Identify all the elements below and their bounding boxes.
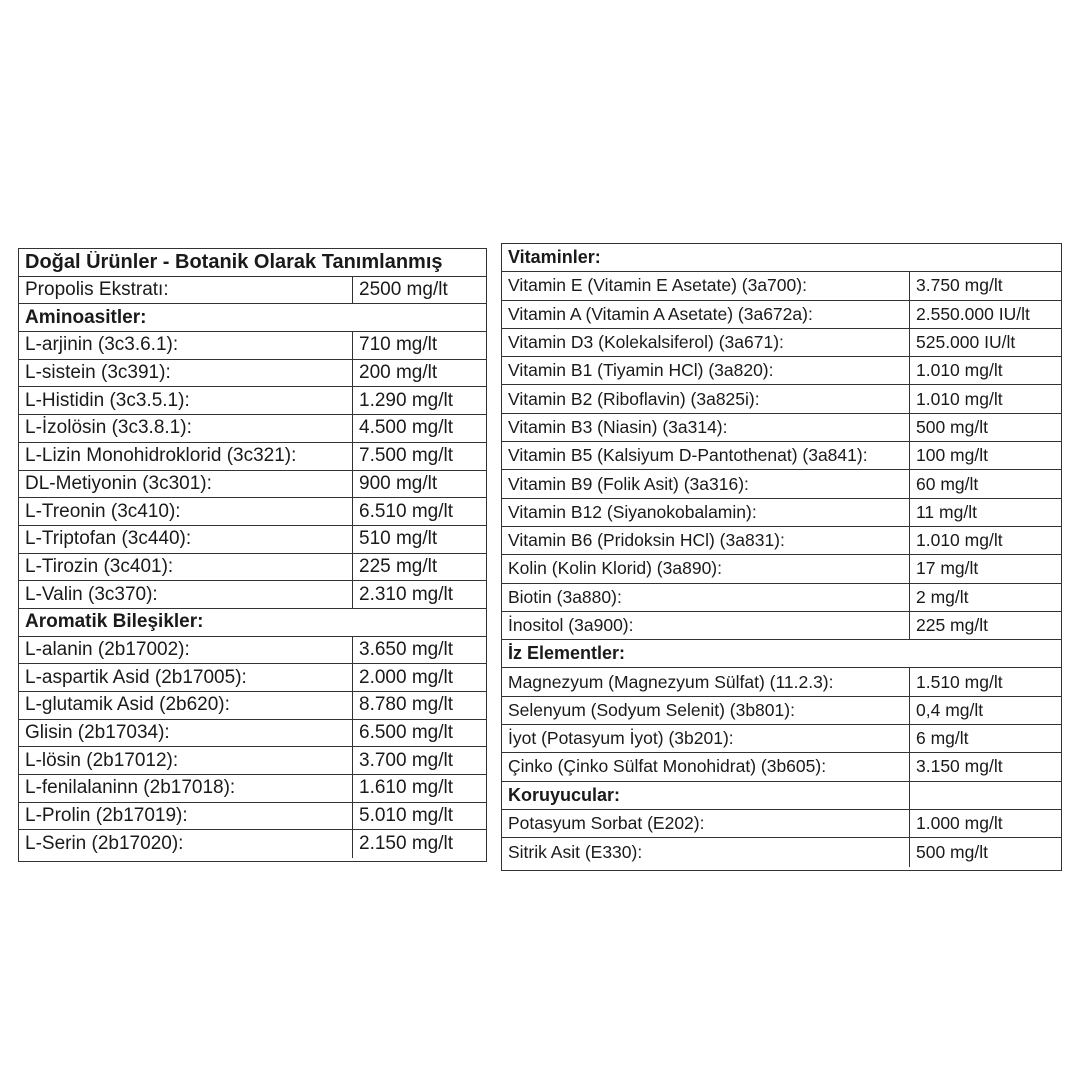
- ingredient-amount: 2.150 mg/lt: [359, 833, 453, 855]
- ingredient-amount: 6.500 mg/lt: [359, 722, 453, 744]
- ingredient-amount: 11 mg/lt: [916, 501, 977, 522]
- table-row: [502, 357, 1061, 385]
- ingredient-name: L-sistein (3c391):: [19, 360, 353, 387]
- table-row: [502, 555, 1061, 583]
- section-header: [19, 249, 486, 277]
- table-row: [19, 526, 486, 554]
- ingredient-name: L-aspartik Asid (2b17005):: [19, 664, 353, 691]
- ingredient-amount: 7.500 mg/lt: [359, 445, 453, 467]
- ingredient-amount: 225 mg/lt: [916, 615, 988, 635]
- ingredient-name: Sitrik Asit (E330):: [502, 838, 910, 866]
- ingredient-name: Vitamin E (Vitamin E Asetate) (3a700):: [502, 272, 910, 299]
- ingredient-amount: 225 mg/lt: [359, 555, 438, 577]
- ingredient-amount: 1.000 mg/lt: [916, 813, 1003, 834]
- ingredient-amount: 1.010 mg/lt: [916, 360, 1003, 381]
- ingredient-amount: 1.010 mg/lt: [916, 388, 1003, 409]
- table-row: [19, 498, 486, 526]
- table-row: [19, 830, 486, 858]
- table-row: [19, 775, 486, 803]
- ingredient-amount: 1.010 mg/lt: [916, 530, 1003, 551]
- table-row: [19, 664, 486, 692]
- section-header-label: Doğal Ürünler - Botanik Olarak Tanımlanmış: [25, 250, 443, 273]
- ingredient-name: Kolin (Kolin Klorid) (3a890):: [502, 555, 910, 582]
- ingredient-amount: 200 mg/lt: [359, 362, 438, 384]
- ingredient-name: DL-Metiyonin (3c301):: [19, 471, 353, 498]
- ingredient-name: Propolis Ekstratı:: [19, 277, 353, 304]
- ingredient-amount: 500 mg/lt: [916, 416, 988, 437]
- ingredient-name: L-alanin (2b17002):: [19, 637, 353, 664]
- ingredient-name: Vitamin B1 (Tiyamin HCl) (3a820):: [502, 357, 910, 384]
- table-row: [502, 499, 1061, 527]
- ingredient-name: L-Prolin (2b17019):: [19, 803, 353, 830]
- ingredient-amount: 2 mg/lt: [916, 586, 969, 607]
- table-row: [502, 442, 1061, 470]
- ingredient-name: L-Tirozin (3c401):: [19, 554, 353, 581]
- ingredient-amount: 5.010 mg/lt: [359, 805, 453, 827]
- ingredient-name: L-Histidin (3c3.5.1):: [19, 387, 353, 414]
- table-row: [502, 697, 1061, 725]
- ingredient-amount: 6.510 mg/lt: [359, 500, 453, 522]
- ingredient-name: Selenyum (Sodyum Selenit) (3b801):: [502, 697, 910, 724]
- table-row: [19, 803, 486, 831]
- ingredient-amount: 1.510 mg/lt: [916, 671, 1003, 692]
- ingredient-name: Glisin (2b17034):: [19, 720, 353, 747]
- ingredient-amount: 4.500 mg/lt: [359, 417, 453, 439]
- table-row: [502, 414, 1061, 442]
- ingredient-name: L-Treonin (3c410):: [19, 498, 353, 525]
- ingredient-name: L-glutamik Asid (2b620):: [19, 692, 353, 719]
- ingredient-name: Vitamin B12 (Siyanokobalamin):: [502, 499, 910, 526]
- ingredient-name: Potasyum Sorbat (E202):: [502, 810, 910, 837]
- ingredient-amount: 100 mg/lt: [916, 445, 988, 466]
- table-row: [502, 272, 1061, 300]
- ingredient-amount: 1.290 mg/lt: [359, 389, 453, 411]
- empty-value-cell: [910, 782, 1061, 809]
- ingredient-amount: 6 mg/lt: [916, 728, 969, 749]
- ingredient-name: Vitamin B9 (Folik Asit) (3a316):: [502, 470, 910, 497]
- table-row: [19, 747, 486, 775]
- ingredient-amount: 510 mg/lt: [359, 528, 438, 550]
- section-header-label: Aromatik Bileşikler:: [25, 611, 204, 633]
- ingredient-name: Vitamin B6 (Pridoksin HCl) (3a831):: [502, 527, 910, 554]
- section-header-label: Koruyucular:: [502, 782, 910, 809]
- table-row: [19, 277, 486, 305]
- table-row: [502, 810, 1061, 838]
- ingredient-amount: 1.610 mg/lt: [359, 777, 453, 799]
- ingredient-name: Biotin (3a880):: [502, 584, 910, 611]
- ingredient-name: Magnezyum (Magnezyum Sülfat) (11.2.3):: [502, 668, 910, 695]
- section-header: [502, 782, 1061, 810]
- table-row: [19, 637, 486, 665]
- section-header: [502, 640, 1061, 668]
- ingredient-name: Vitamin A (Vitamin A Asetate) (3a672a):: [502, 301, 910, 328]
- ingredient-amount: 500 mg/lt: [916, 841, 988, 862]
- ingredient-name: Vitamin B2 (Riboflavin) (3a825i):: [502, 385, 910, 412]
- ingredient-name: L-Serin (2b17020):: [19, 830, 353, 858]
- ingredient-amount: 2.310 mg/lt: [359, 583, 453, 605]
- ingredient-amount: 8.780 mg/lt: [359, 694, 453, 716]
- ingredient-name: L-İzolösin (3c3.8.1):: [19, 415, 353, 442]
- ingredient-name: İyot (Potasyum İyot) (3b201):: [502, 725, 910, 752]
- table-row: [502, 838, 1061, 866]
- ingredient-name: L-arjinin (3c3.6.1):: [19, 332, 353, 359]
- ingredient-amount: 900 mg/lt: [359, 472, 438, 494]
- section-header: [502, 244, 1061, 272]
- ingredient-amount: 2.550.000 IU/lt: [916, 303, 1030, 324]
- ingredient-name: İnositol (3a900):: [502, 612, 910, 639]
- table-row: [19, 387, 486, 415]
- table-row: [502, 301, 1061, 329]
- section-header-label: Aminoasitler:: [25, 306, 147, 328]
- ingredient-amount: 3.700 mg/lt: [359, 749, 453, 771]
- ingredient-amount: 2.000 mg/lt: [359, 666, 453, 688]
- ingredient-name: L-Lizin Monohidroklorid (3c321):: [19, 443, 353, 470]
- ingredient-amount: 710 mg/lt: [359, 334, 438, 356]
- section-header-label: İz Elementler:: [508, 643, 626, 664]
- ingredient-name: L-fenilalaninn (2b17018):: [19, 775, 353, 802]
- ingredient-name: Vitamin D3 (Kolekalsiferol) (3a671):: [502, 329, 910, 356]
- table-row: [502, 725, 1061, 753]
- table-row: [19, 692, 486, 720]
- ingredient-name: L-Triptofan (3c440):: [19, 526, 353, 553]
- table-row: [502, 329, 1061, 357]
- ingredient-name: L-Valin (3c370):: [19, 581, 353, 608]
- table-row: [19, 415, 486, 443]
- table-row: [19, 471, 486, 499]
- ingredient-amount: 3.750 mg/lt: [916, 275, 1003, 296]
- table-row: [502, 385, 1061, 413]
- table-row: [19, 581, 486, 609]
- section-header-label: Vitaminler:: [508, 247, 601, 268]
- ingredient-amount: 60 mg/lt: [916, 473, 979, 494]
- ingredient-amount: 3.650 mg/lt: [359, 638, 453, 660]
- table-row: [502, 612, 1061, 640]
- table-row: [19, 720, 486, 748]
- table-row: [502, 753, 1061, 781]
- ingredient-amount: 3.150 mg/lt: [916, 756, 1003, 777]
- table-row: [502, 668, 1061, 696]
- table-row: [19, 360, 486, 388]
- ingredient-name: Vitamin B5 (Kalsiyum D-Pantothenat) (3a841):: [502, 442, 910, 469]
- table-row: [19, 332, 486, 360]
- table-row: [502, 584, 1061, 612]
- ingredient-name: Çinko (Çinko Sülfat Monohidrat) (3b605):: [502, 753, 910, 780]
- table-row: [502, 527, 1061, 555]
- section-header: [19, 304, 486, 332]
- ingredient-name: L-lösin (2b17012):: [19, 747, 353, 774]
- table-row: [19, 554, 486, 582]
- table-row: [502, 470, 1061, 498]
- ingredient-amount: 525.000 IU/lt: [916, 332, 1016, 353]
- natural-products-amino-acids-table: [18, 248, 487, 862]
- vitamins-elements-preservatives-table: [501, 243, 1062, 871]
- section-header: [19, 609, 486, 637]
- ingredient-amount: 0,4 mg/lt: [916, 699, 984, 720]
- ingredient-amount: 17 mg/lt: [916, 558, 979, 579]
- ingredient-amount: 2500 mg/lt: [359, 279, 448, 301]
- ingredient-name: Vitamin B3 (Niasin) (3a314):: [502, 414, 910, 441]
- table-row: [19, 443, 486, 471]
